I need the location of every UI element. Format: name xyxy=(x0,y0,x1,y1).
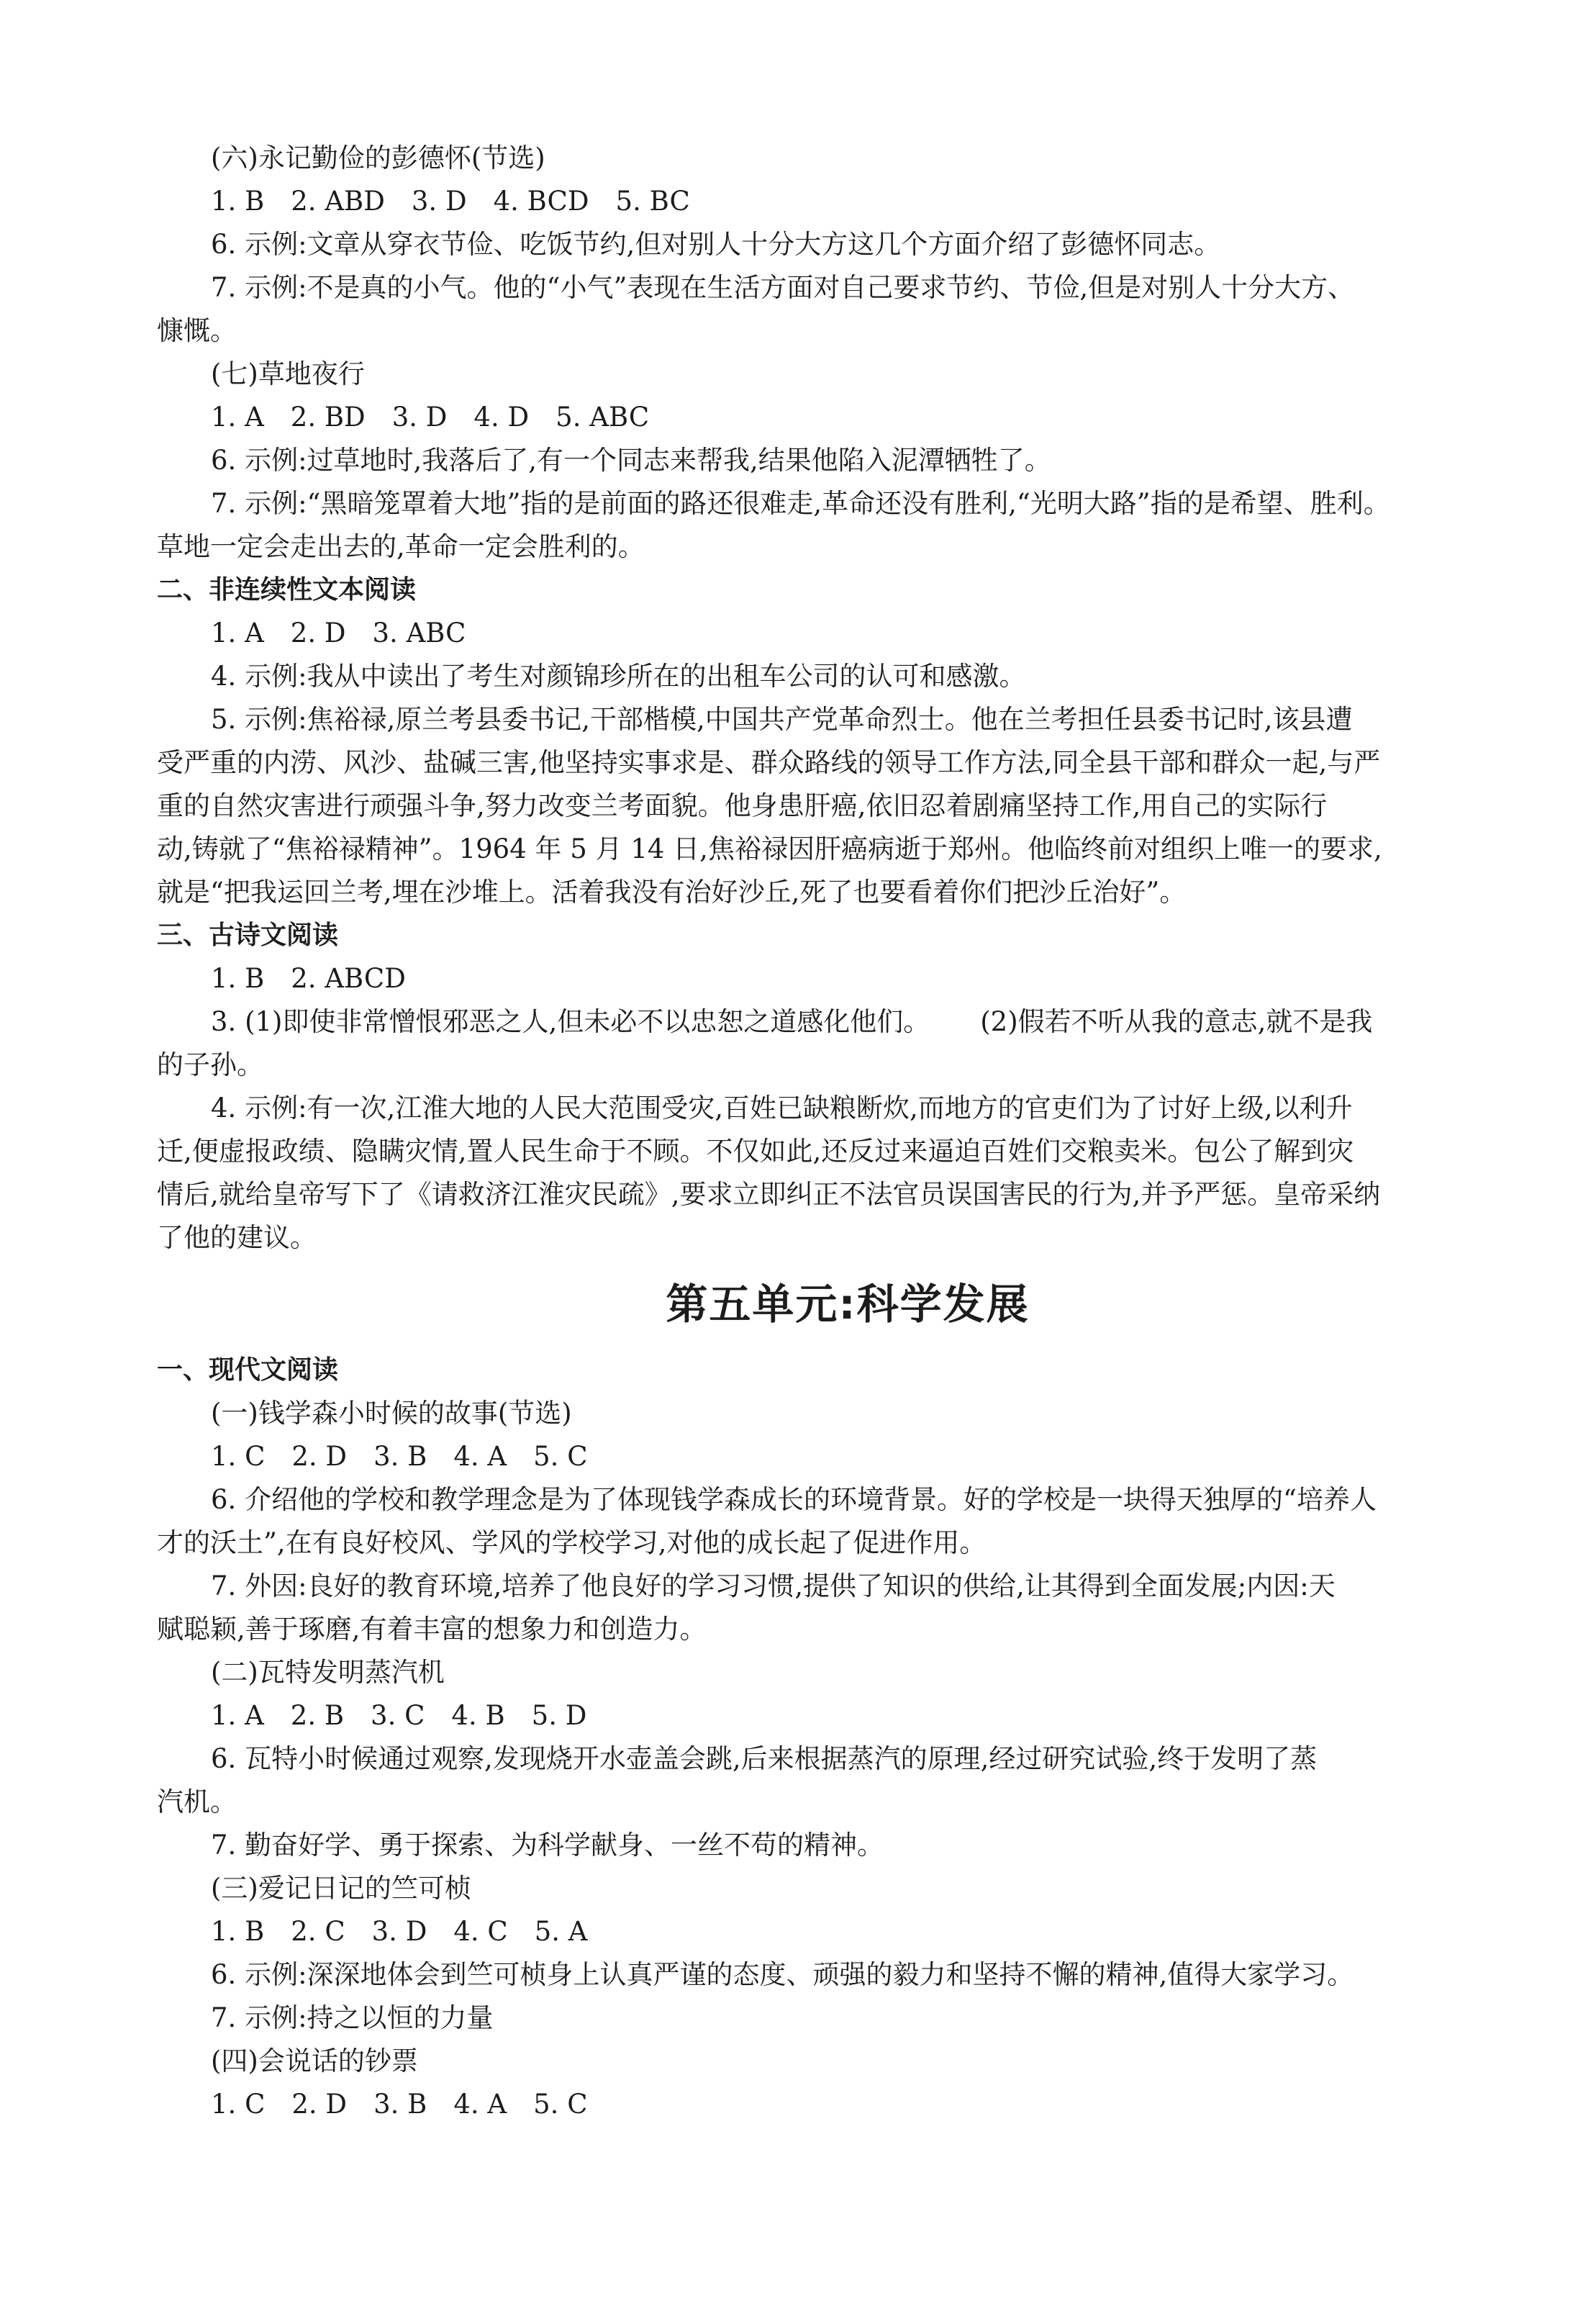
answer-line: 7. 示例:“黑暗笼罩着大地”指的是前面的路还很难走,革命还没有胜利,“光明大路”指的是希望、胜利。 xyxy=(211,488,1390,519)
answer-line: 6. 介绍他的学校和教学理念是为了体现钱学森成长的环境背景。好的学校是一块得天独厚的“培养人 xyxy=(211,1484,1377,1515)
answer-line: 4. 示例:我从中读出了考生对颜锦珍所在的出租车公司的认可和感激。 xyxy=(211,661,1026,692)
answer-line: 6. 示例:深深地体会到竺可桢身上认真严谨的态度、顽强的毅力和坚持不懈的精神,值得大家学习。 xyxy=(211,1959,1354,1990)
answer-line: 1. B 2. ABD 3. D 4. BCD 5. BC xyxy=(211,186,690,217)
answer-line: 1. C 2. D 3. B 4. A 5. C xyxy=(211,1441,588,1472)
answer-line: 重的自然灾害进行顽强斗争,努力改变兰考面貌。他身患肝癌,依旧忍着剧痛坚持工作,用自己的实际行 xyxy=(157,790,1328,821)
answer-line: 5. 示例:焦裕禄,原兰考县委书记,干部楷模,中国共产党革命烈士。他在兰考担任县委书记时,该县遭 xyxy=(211,704,1353,735)
answer-line: 动,铸就了“焦裕禄精神”。1964 年 5 月 14 日,焦裕禄因肝癌病逝于郑州。他临终前对组织上唯一的要求, xyxy=(157,833,1382,864)
answer-line: 1. A 2. D 3. ABC xyxy=(211,618,466,648)
unit-title: 第五单元:科学发展 xyxy=(666,1280,1030,1329)
answer-line: 6. 瓦特小时候通过观察,发现烧开水壶盖会跳,后来根据蒸汽的原理,经过研究试验,终于发明了蒸 xyxy=(211,1743,1318,1774)
answer-line: 赋聪颖,善于琢磨,有着丰富的想象力和创造力。 xyxy=(157,1614,707,1645)
section-title: (四)会说话的钞票 xyxy=(211,2045,418,2076)
part-heading: 三、古诗文阅读 xyxy=(157,921,339,950)
answer-page xyxy=(157,137,1538,2126)
answer-segment: (2)假若不听从我的意志,就不是我 xyxy=(980,1006,1373,1037)
answer-line: 7. 示例:持之以恒的力量 xyxy=(211,2002,494,2033)
answer-line: 就是“把我运回兰考,埋在沙堆上。活着我没有治好沙丘,死了也要看着你们把沙丘治好”。 xyxy=(157,877,1187,908)
section-title: (三)爱记日记的竺可桢 xyxy=(211,1873,471,1904)
answer-line: 1. B 2. C 3. D 4. C 5. A xyxy=(211,1916,588,1947)
section-title: (七)草地夜行 xyxy=(211,358,365,389)
answer-line: 慷慨。 xyxy=(157,315,237,346)
answer-line: 7. 勤奋好学、勇于探索、为科学献身、一丝不苟的精神。 xyxy=(211,1830,884,1861)
answer-line: 了他的建议。 xyxy=(157,1222,317,1253)
answer-line: 汽机。 xyxy=(157,1786,237,1817)
answer-segment: 3. (1)即使非常憎恨邪恶之人,但未必不以忠恕之道感化他们。 xyxy=(211,1006,930,1037)
section-title: (二)瓦特发明蒸汽机 xyxy=(211,1657,445,1688)
answer-line: 受严重的内涝、风沙、盐碱三害,他坚持实事求是、群众路线的领导工作方法,同全县干部和群众一起,与严 xyxy=(157,747,1381,778)
answer-line: 才的沃土”,在有良好校风、学风的学校学习,对他的成长起了促进作用。 xyxy=(157,1527,987,1558)
part-heading: 二、非连续性文本阅读 xyxy=(157,575,417,605)
section-title: (六)永记勤俭的彭德怀(节选) xyxy=(211,143,545,173)
part-heading: 一、现代文阅读 xyxy=(157,1355,339,1385)
answer-line: 4. 示例:有一次,江淮大地的人民大范围受灾,百姓已缺粮断炊,而地方的官吏们为了讨好上级,以利升 xyxy=(211,1093,1353,1124)
answer-line: 1. A 2. BD 3. D 4. D 5. ABC xyxy=(211,402,650,433)
answer-line: 的子孙。 xyxy=(157,1049,263,1080)
answer-line: 1. C 2. D 3. B 4. A 5. C xyxy=(211,2089,588,2120)
answer-line: 迁,便虚报政绩、隐瞒灾情,置人民生命于不顾。不仅如此,还反过来逼迫百姓们交粮卖米。包公了解到灾 xyxy=(157,1136,1354,1167)
answer-line: 1. B 2. ABCD xyxy=(211,963,406,994)
answer-line: 1. A 2. B 3. C 4. B 5. D xyxy=(211,1700,587,1731)
answer-line: 6. 示例:过草地时,我落后了,有一个同志来帮我,结果他陷入泥潭牺牲了。 xyxy=(211,445,1051,476)
answer-line: 7. 示例:不是真的小气。他的“小气”表现在生活方面对自己要求节约、节俭,但是对别人十分大方、 xyxy=(211,272,1355,303)
answer-line: 情后,就给皇帝写下了《请救济江淮灾民疏》,要求立即纠正不法官员误国害民的行为,并予严惩。皇帝采纳 xyxy=(157,1179,1381,1210)
section-title: (一)钱学森小时候的故事(节选) xyxy=(211,1398,572,1429)
answer-line: 7. 外因:良好的教育环境,培养了他良好的学习习惯,提供了知识的供给,让其得到全面发展;内因:天 xyxy=(211,1570,1336,1601)
answer-line: 草地一定会走出去的,革命一定会胜利的。 xyxy=(157,531,645,562)
answer-line: 6. 示例:文章从穿衣节俭、吃饭节约,但对别人十分大方这几个方面介绍了彭德怀同志。 xyxy=(211,229,1221,260)
answer-line xyxy=(157,1000,1538,1044)
